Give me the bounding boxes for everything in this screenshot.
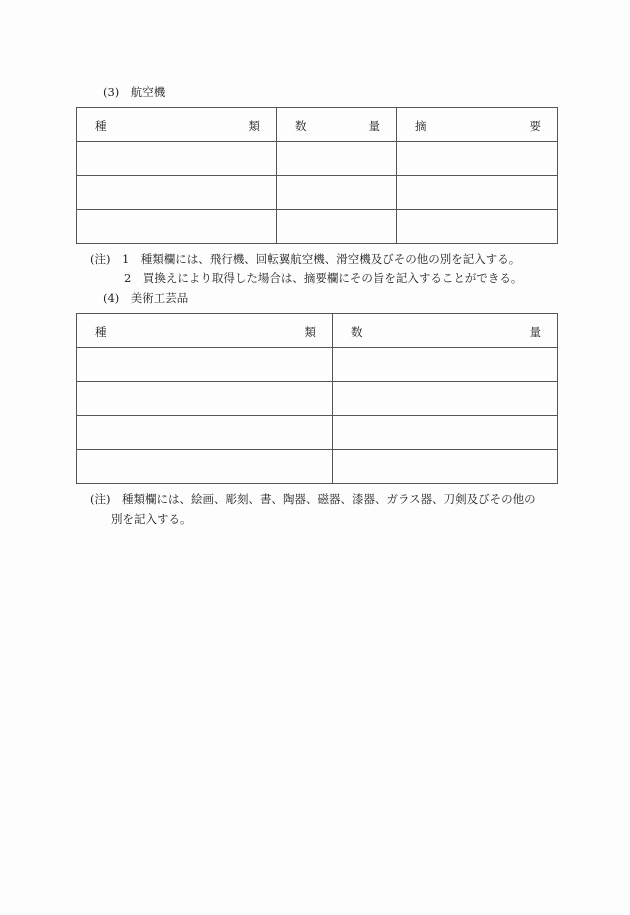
cell-type[interactable] <box>77 210 277 244</box>
cell-quantity[interactable] <box>277 176 397 210</box>
section-3-title: (3) 航空機 <box>103 85 166 99</box>
cell-remarks[interactable] <box>397 176 558 210</box>
header-type <box>77 314 333 348</box>
cell-type[interactable] <box>77 142 277 176</box>
header-text: 量 <box>529 325 541 339</box>
header-text: 数 <box>351 325 363 339</box>
note-art-line-1: (注) 種類欄には、絵画、彫刻、書、陶器、磁器、漆器、ガラス器、刀剣及びその他の <box>90 492 536 506</box>
section-4-title: (4) 美術工芸品 <box>103 291 189 305</box>
table-header-row <box>77 108 558 142</box>
aircraft-table <box>76 107 558 244</box>
table-row <box>77 382 558 416</box>
cell-quantity[interactable] <box>277 142 397 176</box>
header-remarks <box>397 108 558 142</box>
table-row <box>77 348 558 382</box>
note-art-line-2: 別を記入する。 <box>111 512 192 526</box>
header-text: 類 <box>248 119 260 133</box>
cell-type[interactable] <box>77 382 333 416</box>
cell-quantity[interactable] <box>333 416 558 450</box>
cell-quantity[interactable] <box>277 210 397 244</box>
header-text: 種 <box>95 325 107 339</box>
header-text: 量 <box>368 119 380 133</box>
header-quantity <box>333 314 558 348</box>
cell-type[interactable] <box>77 176 277 210</box>
header-text: 要 <box>529 119 541 133</box>
table-row <box>77 416 558 450</box>
header-type <box>77 108 277 142</box>
cell-quantity[interactable] <box>333 450 558 484</box>
table-header-row <box>77 314 558 348</box>
cell-quantity[interactable] <box>333 348 558 382</box>
cell-type[interactable] <box>77 450 333 484</box>
header-quantity <box>277 108 397 142</box>
header-text: 数 <box>295 119 307 133</box>
cell-quantity[interactable] <box>333 382 558 416</box>
note-2: 2 買換えにより取得した場合は、摘要欄にその旨を記入することができる。 <box>124 271 523 285</box>
table-row <box>77 142 558 176</box>
table-row <box>77 210 558 244</box>
artwork-table <box>76 313 558 484</box>
header-text: 種 <box>95 119 107 133</box>
cell-remarks[interactable] <box>397 210 558 244</box>
cell-type[interactable] <box>77 416 333 450</box>
header-text: 摘 <box>415 119 427 133</box>
cell-remarks[interactable] <box>397 142 558 176</box>
note-1: (注) 1 種類欄には、飛行機、回転翼航空機、滑空機及びその他の別を記入する。 <box>90 252 521 266</box>
table-row <box>77 176 558 210</box>
cell-type[interactable] <box>77 348 333 382</box>
header-text: 類 <box>304 325 316 339</box>
table-row <box>77 450 558 484</box>
